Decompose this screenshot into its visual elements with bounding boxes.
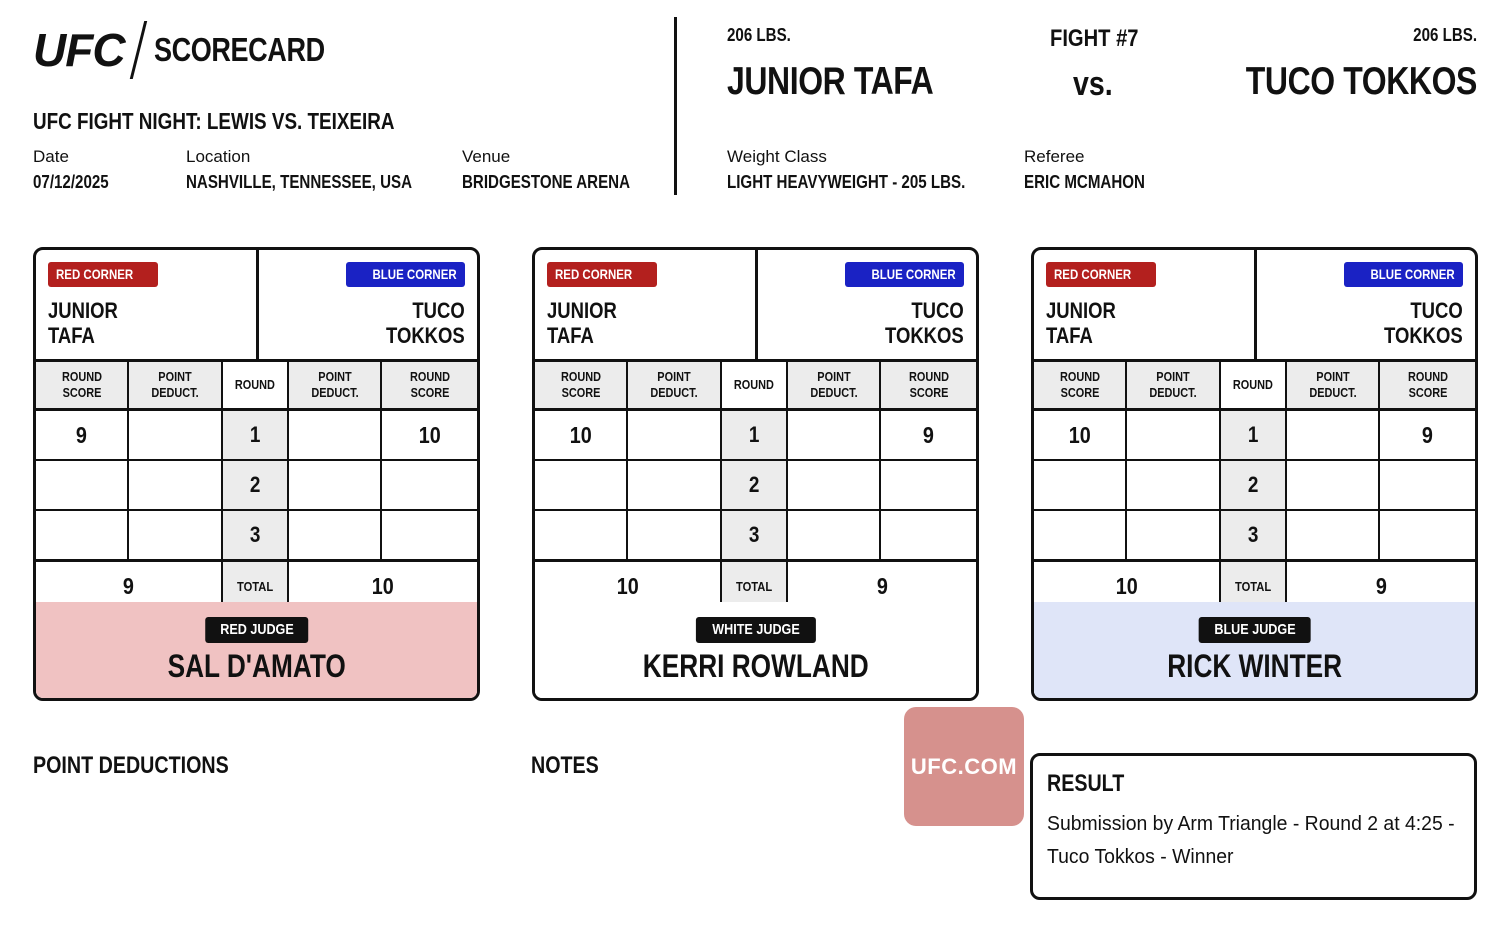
round-number: 1 xyxy=(722,411,788,459)
round-number: 1 xyxy=(1221,411,1287,459)
col-blue-point-deduct: POINT DEDUCT. xyxy=(1287,362,1380,408)
red-first-name: JUNIOR xyxy=(547,298,617,323)
col-blue-round-score: ROUND SCORE xyxy=(382,362,477,408)
col-blue-round-score: ROUND SCORE xyxy=(1380,362,1475,408)
red-last-name: TAFA xyxy=(547,323,594,348)
judge-badge: RED JUDGE xyxy=(205,617,309,643)
notes-title: NOTES xyxy=(531,752,599,779)
result-text: Submission by Arm Triangle - Round 2 at 4:25 - Tuco Tokkos - Winner xyxy=(1047,813,1455,868)
blue-round-score: 10 xyxy=(418,421,441,448)
blue-total: 9 xyxy=(876,572,888,599)
red-point-deduction xyxy=(628,461,722,509)
blue-round-score xyxy=(382,461,477,509)
point-deductions-title: POINT DEDUCTIONS xyxy=(33,752,229,779)
result-title: RESULT xyxy=(1047,770,1125,797)
vs-label: vs. xyxy=(1073,65,1113,103)
ufc-com-link[interactable] xyxy=(904,707,1024,826)
round-row xyxy=(36,411,477,461)
col-round: ROUND xyxy=(1221,362,1287,408)
weight-class-value: LIGHT HEAVYWEIGHT - 205 LBS. xyxy=(727,172,966,192)
judge-area xyxy=(36,602,477,698)
judge-name: RICK WINTER xyxy=(1167,648,1342,684)
red-corner-badge: RED CORNER xyxy=(1046,262,1156,287)
red-round-score: 10 xyxy=(535,411,628,459)
round-number: 3 xyxy=(1221,511,1287,559)
red-total: 10 xyxy=(1034,562,1221,610)
round-row xyxy=(36,461,477,511)
blue-point-deduction xyxy=(1287,461,1380,509)
ufc-logo xyxy=(33,22,362,78)
doc-title: SCORECARD xyxy=(153,31,325,68)
red-fighter xyxy=(1046,298,1116,348)
location-value: NASHVILLE, TENNESSEE, USA xyxy=(186,172,412,192)
red-total: 9 xyxy=(36,562,223,610)
col-red-round-score: ROUND SCORE xyxy=(1034,362,1127,408)
blue-point-deduction xyxy=(1287,511,1380,559)
judge-name: SAL D'AMATO xyxy=(167,648,346,684)
score-grid-header xyxy=(36,362,477,411)
date-label: Date xyxy=(33,147,69,166)
round-row xyxy=(1034,461,1475,511)
col-blue-round-score: ROUND SCORE xyxy=(881,362,976,408)
corner-divider xyxy=(1254,250,1257,362)
blue-point-deduction xyxy=(788,511,881,559)
blue-corner-badge: BLUE CORNER xyxy=(845,262,964,287)
scorecard-header xyxy=(1034,250,1475,362)
red-last-name: TAFA xyxy=(48,323,95,348)
judge-area xyxy=(535,602,976,698)
col-red-point-deduct: POINT DEDUCT. xyxy=(129,362,223,408)
scorecard-blue-judge xyxy=(1031,247,1478,701)
blue-weight: 206 LBS. xyxy=(1413,25,1477,45)
red-point-deduction xyxy=(129,411,223,459)
blue-total: 10 xyxy=(371,572,395,599)
red-point-deduction xyxy=(1127,461,1221,509)
red-point-deduction xyxy=(1127,411,1221,459)
red-last-name: TAFA xyxy=(1046,323,1093,348)
blue-round-score xyxy=(881,461,976,509)
ufc-com-label: UFC.COM xyxy=(910,753,1018,779)
blue-total: 9 xyxy=(1375,572,1387,599)
logo-ufc-text: UFC xyxy=(33,24,125,76)
weight-class-block xyxy=(727,147,1011,193)
total-label: TOTAL xyxy=(722,562,788,610)
blue-round-score xyxy=(881,511,976,559)
col-red-point-deduct: POINT DEDUCT. xyxy=(628,362,722,408)
round-row xyxy=(535,511,976,562)
venue-value: BRIDGESTONE ARENA xyxy=(462,172,631,192)
scorecard-red-judge xyxy=(33,247,480,701)
blue-point-deduction xyxy=(788,411,881,459)
blue-point-deduction xyxy=(289,461,382,509)
weight-class-label: Weight Class xyxy=(727,147,827,166)
corner-divider xyxy=(755,250,758,362)
event-title: UFC FIGHT NIGHT: LEWIS VS. TEIXEIRA xyxy=(33,108,395,134)
red-round-score xyxy=(1034,461,1127,509)
judge-name: KERRI ROWLAND xyxy=(642,648,869,684)
judge-badge: WHITE JUDGE xyxy=(695,617,815,643)
red-point-deduction xyxy=(628,411,722,459)
blue-last-name: TOKKOS xyxy=(1384,323,1463,348)
red-round-score xyxy=(36,511,129,559)
round-number: 1 xyxy=(223,411,289,459)
red-first-name: JUNIOR xyxy=(1046,298,1116,323)
red-round-score xyxy=(36,461,129,509)
blue-first-name: TUCO xyxy=(1410,298,1463,323)
total-label: TOTAL xyxy=(223,562,289,610)
col-red-point-deduct: POINT DEDUCT. xyxy=(1127,362,1221,408)
scorecard-white-judge xyxy=(532,247,979,701)
result-box xyxy=(1030,753,1477,900)
round-row xyxy=(1034,411,1475,461)
scorecard-header xyxy=(36,250,477,362)
red-first-name: JUNIOR xyxy=(48,298,118,323)
blue-corner-badge: BLUE CORNER xyxy=(1344,262,1463,287)
red-round-score xyxy=(535,461,628,509)
fight-number: FIGHT #7 xyxy=(1050,25,1139,52)
blue-point-deduction xyxy=(788,461,881,509)
header-divider xyxy=(674,17,677,195)
red-fighter-name: JUNIOR TAFA xyxy=(727,60,934,103)
score-grid xyxy=(36,362,477,613)
col-blue-point-deduct: POINT DEDUCT. xyxy=(788,362,881,408)
total-label: TOTAL xyxy=(1221,562,1287,610)
col-round: ROUND xyxy=(722,362,788,408)
score-grid-header xyxy=(535,362,976,411)
blue-point-deduction xyxy=(1287,411,1380,459)
referee-value: ERIC MCMAHON xyxy=(1024,172,1145,192)
blue-round-score: 9 xyxy=(1421,421,1433,448)
red-corner-badge: RED CORNER xyxy=(547,262,657,287)
round-row xyxy=(535,461,976,511)
blue-round-score xyxy=(1380,461,1475,509)
blue-point-deduction xyxy=(289,411,382,459)
red-point-deduction xyxy=(1127,511,1221,559)
date-block xyxy=(33,147,123,193)
score-grid xyxy=(535,362,976,613)
judge-area xyxy=(1034,602,1475,698)
round-number: 3 xyxy=(722,511,788,559)
round-number: 2 xyxy=(223,461,289,509)
col-blue-point-deduct: POINT DEDUCT. xyxy=(289,362,382,408)
location-label: Location xyxy=(186,147,251,166)
red-total: 10 xyxy=(535,562,722,610)
date-value: 07/12/2025 xyxy=(33,172,109,192)
red-round-score xyxy=(535,511,628,559)
referee-block xyxy=(1024,147,1168,193)
blue-last-name: TOKKOS xyxy=(885,323,964,348)
red-fighter xyxy=(547,298,617,348)
blue-fighter xyxy=(386,298,465,348)
col-round: ROUND xyxy=(223,362,289,408)
round-number: 3 xyxy=(223,511,289,559)
blue-round-score xyxy=(1380,511,1475,559)
scorecard-header xyxy=(535,250,976,362)
blue-fighter xyxy=(885,298,964,348)
red-round-score: 9 xyxy=(36,411,129,459)
blue-last-name: TOKKOS xyxy=(386,323,465,348)
red-point-deduction xyxy=(129,511,223,559)
blue-corner-badge: BLUE CORNER xyxy=(346,262,465,287)
logo-divider xyxy=(129,21,146,79)
blue-first-name: TUCO xyxy=(412,298,465,323)
judge-badge: BLUE JUDGE xyxy=(1198,617,1311,643)
red-round-score: 10 xyxy=(1034,411,1127,459)
referee-label: Referee xyxy=(1024,147,1085,166)
red-corner-badge: RED CORNER xyxy=(48,262,158,287)
score-grid-header xyxy=(1034,362,1475,411)
score-grid xyxy=(1034,362,1475,613)
red-round-score xyxy=(1034,511,1127,559)
red-weight: 206 LBS. xyxy=(727,25,791,45)
red-point-deduction xyxy=(628,511,722,559)
blue-fighter-name: TUCO TOKKOS xyxy=(1245,60,1477,103)
blue-point-deduction xyxy=(289,511,382,559)
round-row xyxy=(535,411,976,461)
red-point-deduction xyxy=(129,461,223,509)
blue-round-score xyxy=(382,511,477,559)
blue-first-name: TUCO xyxy=(911,298,964,323)
venue-label: Venue xyxy=(462,147,511,166)
venue-block xyxy=(462,147,662,193)
round-row xyxy=(1034,511,1475,562)
round-number: 2 xyxy=(722,461,788,509)
blue-fighter xyxy=(1384,298,1463,348)
location-block xyxy=(186,147,455,193)
col-red-round-score: ROUND SCORE xyxy=(36,362,129,408)
round-row xyxy=(36,511,477,562)
corner-divider xyxy=(256,250,259,362)
round-number: 2 xyxy=(1221,461,1287,509)
blue-round-score: 9 xyxy=(922,421,934,448)
red-fighter xyxy=(48,298,118,348)
col-red-round-score: ROUND SCORE xyxy=(535,362,628,408)
